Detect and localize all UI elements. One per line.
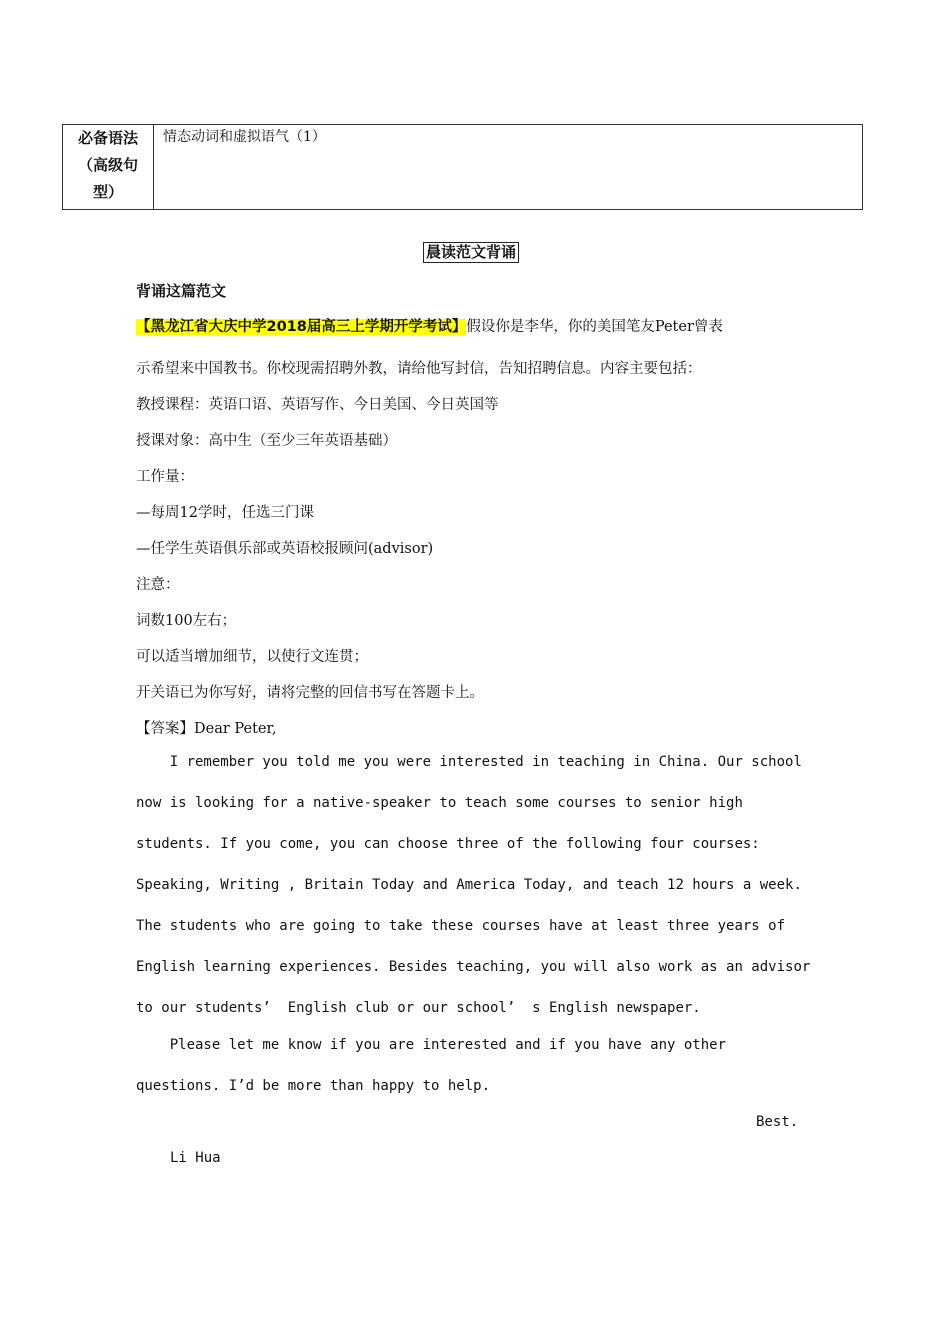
prompt-line-4: 授课对象：高中生（至少三年英语基础） <box>136 433 397 449</box>
answer-p1-line-4: Speaking, Writing , Britain Today and America Today, and teach 12 hours a week. <box>136 877 802 893</box>
prompt-line-3: 教授课程：英语口语、英语写作、今日美国、今日英国等 <box>136 397 499 413</box>
closing: Best. <box>756 1114 799 1130</box>
answer-p1-line-1: I remember you told me you were interested in teaching in China. Our school <box>136 754 802 770</box>
prompt-line-9: 词数100左右； <box>136 613 237 629</box>
answer-p1-line-3: students. If you come, you can choose three of the following four courses: <box>136 836 760 852</box>
prompt-line-7: —任学生英语俱乐部或英语校报顾问(advisor) <box>136 541 434 557</box>
table-label-line-2: （高级句 <box>77 156 138 174</box>
signature: Li Hua <box>170 1150 221 1166</box>
answer-p1-line-2: now is looking for a native-speaker to teach some courses to senior high <box>136 795 743 811</box>
grammar-table <box>62 124 863 210</box>
table-label-line-3: 型） <box>92 183 123 201</box>
sub-heading: 背诵这篇范文 <box>136 282 227 300</box>
source-highlight: 【黑龙江省大庆中学2018届高三上学期开学考试】 <box>136 319 467 335</box>
prompt-line-5: 工作量： <box>136 469 194 485</box>
answer-p1-line-6: English learning experiences. Besides teaching, you will also work as an advisor <box>136 959 811 975</box>
answer-p1-line-7: to our students’ English club or our school’ s English newspaper. <box>136 1000 701 1016</box>
prompt-line-2: 示希望来中国教书。你校现需招聘外教，请给他写封信，告知招聘信息。内容主要包括： <box>136 361 702 377</box>
prompt-line-11: 开关语已为你写好，请将完整的回信书写在答题卡上。 <box>136 685 484 701</box>
section-heading: 晨读范文背诵 <box>423 242 519 263</box>
prompt-line-1-text: 假设你是李华，你的美国笔友Peter曾表 <box>466 319 723 335</box>
table-label-line-1: 必备语法 <box>77 129 138 147</box>
answer-p2-line-1: Please let me know if you are interested and if you have any other <box>136 1037 727 1053</box>
answer-p1-line-5: The students who are going to take these courses have at least three years of <box>136 918 786 934</box>
answer-p2-line-2: questions. I’d be more than happy to help. <box>136 1078 491 1094</box>
table-label-cell <box>63 125 154 209</box>
table-content-cell: 情态动词和虚拟语气（1） <box>163 129 326 145</box>
prompt-line-10: 可以适当增加细节，以使行文连贯； <box>136 649 368 665</box>
prompt-line-1 <box>136 315 723 336</box>
prompt-line-6: —每周12学时，任选三门课 <box>136 505 314 521</box>
prompt-line-8: 注意： <box>136 577 180 593</box>
answer-label-line: 【答案】Dear Peter, <box>136 721 277 737</box>
